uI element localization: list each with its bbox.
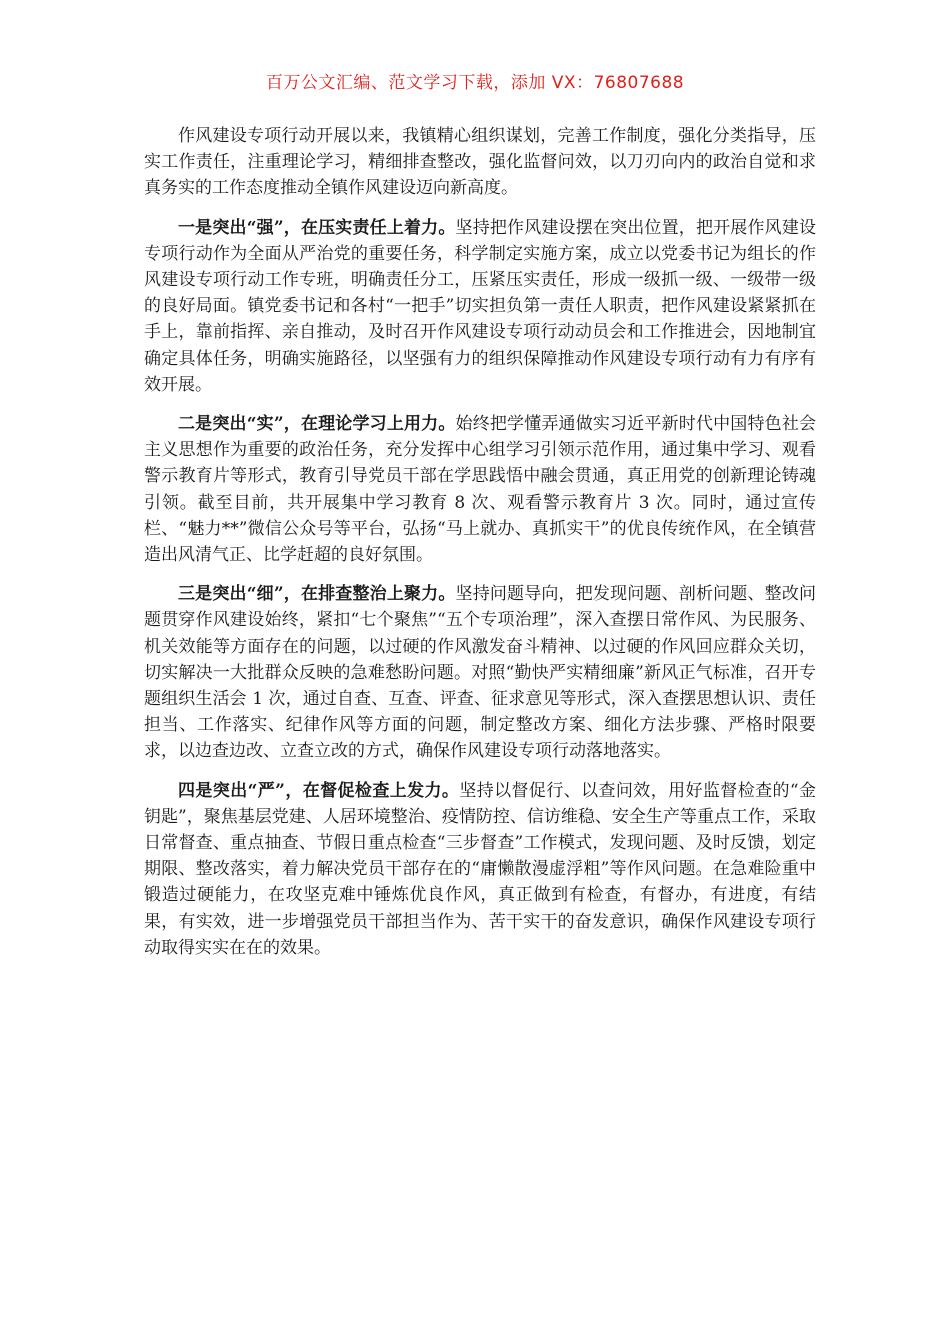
watermark-header: 百万公文汇编、范文学习下载，添加 VX：76807688 [265,73,685,93]
paragraph-lead: 四是突出“严”，在督促检查上发力。 [178,780,460,801]
paragraph-text: 始终把学懂弄通做实习近平新时代中国特色社会主义思想作为重要的政治任务，充分发挥中心组学习引领示范作用，通过集中学习、观看警示教育片等形式，教育引导党员干部在学思践悟中融会贯通，真正用党的创新理论铸魂引领。截至目前，共开展集中学习教育 8 次、观看警示教育片 3 次。同时，通过宣传栏、“魅力**”微信公众号等平台，弘扬“马上就办、真抓实干”的优良传统作风，在全镇营造出风清气正、比学赶超的良好氛围。 [144,414,816,566]
paragraph-lead: 一是突出“强”，在压实责任上着力。 [178,217,456,238]
document-body [144,123,816,974]
intro-paragraph [144,123,816,202]
section-paragraph-2 [144,411,816,568]
paragraph-text: 坚持把作风建设摆在突出位置，把开展作风建设专项行动作为全面从严治党的重要任务，科学制定实施方案，成立以党委书记为组长的作风建设专项行动工作专班，明确责任分工，压紧压实责任，形成一级抓一级、一级带一级的良好局面。镇党委书记和各村“一把手”切实担负第一责任人职责，把作风建设紧紧抓在手上，靠前指挥、亲自推动，及时召开作风建设专项行动动员会和工作推进会，因地制宜确定具体任务，明确实施路径，以坚强有力的组织保障推动作风建设专项行动有力有序有效开展。 [144,217,816,395]
paragraph-lead: 二是突出“实”，在理论学习上用力。 [178,414,456,435]
paragraph-lead: 三是突出“细”，在排查整治上聚力。 [178,584,456,605]
paragraph-text: 坚持问题导向，把发现问题、剖析问题、整改问题贯穿作风建设始终，紧扣“七个聚焦”“五个专项治理”，深入查摆日常作风、为民服务、机关效能等方面存在的问题，以过硬的作风激发奋斗精神、以过硬的作风回应群众关切，切实解决一大批群众反映的急难愁盼问题。对照“勤快严实精细廉”新风正气标准，召开专题组织生活会 1 次，通过自查、互查、评查、征求意见等形式，深入查摆思想认识、责任担当、工作落实、纪律作风等方面的问题，制定整改方案、细化方法步骤、严格时限要求，以边查边改、立查立改的方式，确保作风建设专项行动落地落实。 [144,584,816,762]
paragraph-text: 坚持以督促行、以查问效，用好监督检查的“金钥匙”，聚焦基层党建、人居环境整治、疫情防控、信访维稳、安全生产等重点工作，采取日常督查、重点抽查、节假日重点检查“三步督查”工作模式，发现问题、及时反馈，划定期限、整改落实，着力解决党员干部存在的“庸懒散漫虚浮粗”等作风问题。在急难险重中锻造过硬能力，在攻坚克难中锤炼优良作风，真正做到有检查，有督办，有进度，有结果，有实效，进一步增强党员干部担当作为、苦干实干的奋发意识，确保作风建设专项行动取得实实在在的效果。 [144,780,816,958]
section-paragraph-1 [144,215,816,398]
section-paragraph-4 [144,778,816,961]
paragraph-text: 作风建设专项行动开展以来，我镇精心组织谋划，完善工作制度，强化分类指导，压实工作责任，注重理论学习，精细排查整改，强化监督问效，以刀刃向内的政治自觉和求真务实的工作态度推动全镇作风建设迈向新高度。 [144,126,816,199]
section-paragraph-3 [144,581,816,764]
